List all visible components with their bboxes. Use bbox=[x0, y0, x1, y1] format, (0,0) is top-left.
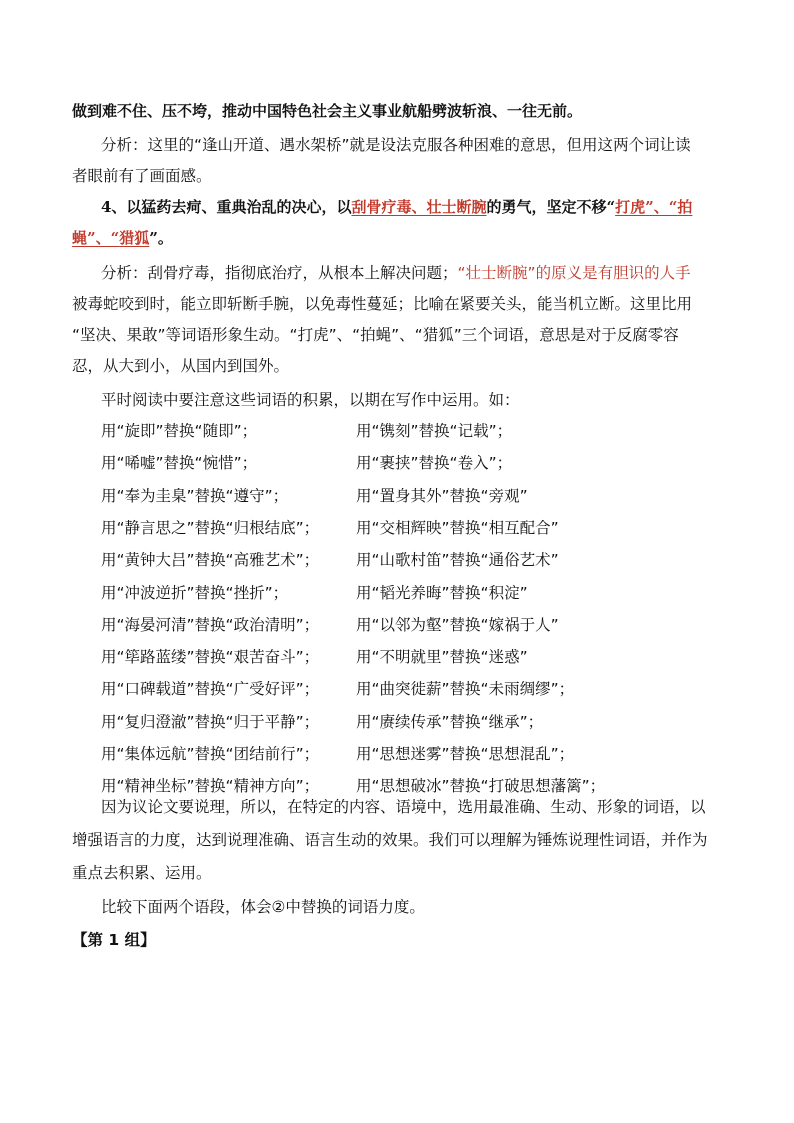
analysis-paragraph bbox=[101, 262, 691, 284]
highlighted-phrase: 蝇 bbox=[72, 229, 88, 247]
text-segment: ”、“ bbox=[645, 198, 678, 216]
replacement-pair-right: 用“裹挟”替换“卷入”； bbox=[356, 454, 513, 472]
example-sentence-cont bbox=[72, 227, 173, 249]
replacement-pair-right: 用“山歌村笛”替换“通俗艺术” bbox=[356, 551, 559, 569]
highlighted-phrase: 猎狐 bbox=[119, 229, 150, 247]
replacement-pair-left: 用“唏嘘”替换“惋惜”； bbox=[101, 454, 258, 472]
replacement-pair-right: 用“思想迷雾”替换“思想混乱”； bbox=[356, 745, 575, 763]
text-segment: ”。 bbox=[149, 229, 173, 247]
replacement-pair-right: 用“置身其外”替换“旁观” bbox=[356, 487, 528, 505]
text-line: 忍，从大到小，从国内到国外。 bbox=[72, 357, 290, 375]
replacement-pair-left: 用“冲波逆折”替换“挫折”； bbox=[101, 584, 289, 602]
text-segment: 分析：刮骨疗毒，指彻底治疗，从根本上解决问题； bbox=[101, 264, 458, 282]
replacement-pair-left: 用“复归澄澈”替换“归于平静”； bbox=[101, 713, 320, 731]
intro-line: 平时阅读中要注意这些词语的积累，以期在写作中运用。如： bbox=[101, 391, 520, 409]
text-segment: ”、“ bbox=[87, 229, 120, 247]
replacement-pair-right: 用“韬光养晦”替换“积淀” bbox=[356, 584, 528, 602]
instruction-line: 比较下面两个语段，体会②中替换的词语力度。 bbox=[101, 898, 425, 916]
example-sentence bbox=[101, 196, 692, 218]
text-segment: 的勇气，坚定不移“ bbox=[486, 198, 616, 216]
text-line: 者眼前有了画面感。 bbox=[72, 167, 212, 185]
replacement-pair-right: 用“镌刻”替换“记载”； bbox=[356, 422, 513, 440]
replacement-pair-right: 用“以邻为壑”替换“嫁祸于人” bbox=[356, 616, 559, 634]
text-segment: 4、以猛药去疴、重典治乱的决心，以 bbox=[101, 198, 352, 216]
replacement-pair-right: 用“思想破冰”替换“打破思想藩篱”； bbox=[356, 777, 606, 795]
text-line: 做到难不住、压不垮，推动中国特色社会主义事业航船劈波斩浪、一往无前。 bbox=[72, 102, 583, 120]
replacement-pair-left: 用“精神坐标”替换“精神方向”； bbox=[101, 777, 320, 795]
replacement-pair-left: 用“海晏河清”替换“政治清明”； bbox=[101, 616, 320, 634]
text-line: “坚决、果敢”等词语形象生动。“打虎”、“拍蝇”、“猎狐”三个词语，意思是对于反腐零容 bbox=[72, 326, 679, 344]
replacement-pair-right: 用“赓续传承”替换“继承”； bbox=[356, 713, 544, 731]
highlighted-phrase: “壮士断腕”的原义是有胆识的人手 bbox=[457, 264, 691, 282]
replacement-pair-left: 用“筚路蓝缕”替换“艰苦奋斗”； bbox=[101, 648, 320, 666]
replacement-pair-left: 用“集体远航”替换“团结前行”； bbox=[101, 745, 320, 763]
replacement-pair-left: 用“黄钟大吕”替换“高雅艺术”； bbox=[101, 551, 320, 569]
replacement-pair-right: 用“交相辉映”替换“相互配合” bbox=[356, 519, 559, 537]
replacement-pair-left: 用“静言思之”替换“归根结底”； bbox=[101, 519, 320, 537]
replacement-pair-left: 用“奉为圭臬”替换“遵守”； bbox=[101, 487, 289, 505]
analysis-paragraph: 分析：这里的“逢山开道、遇水架桥”就是设法克服各种困难的意思，但用这两个词让读 bbox=[101, 136, 691, 154]
group-heading: 【第 1 组】 bbox=[72, 931, 156, 949]
highlighted-phrase: 拍 bbox=[677, 198, 693, 216]
replacement-pair-right: 用“不明就里”替换“迷惑” bbox=[356, 648, 528, 666]
conclusion-paragraph: 因为议论文要说理，所以，在特定的内容、语境中，选用最准确、生动、形象的词语，以 bbox=[101, 798, 706, 816]
text-line: 重点去积累、运用。 bbox=[72, 864, 212, 882]
replacement-pair-left: 用“口碑载道”替换“广受好评”； bbox=[101, 680, 320, 698]
highlighted-phrase: 刮骨疗毒、壮士断腕 bbox=[351, 198, 487, 216]
highlighted-phrase: 打虎 bbox=[615, 198, 646, 216]
replacement-pair-right: 用“曲突徙薪”替换“未雨绸缪”； bbox=[356, 680, 575, 698]
replacement-pair-left: 用“旋即”替换“随即”； bbox=[101, 422, 258, 440]
text-line: 被毒蛇咬到时，能立即斩断手腕，以免毒性蔓延；比喻在紧要关头，能当机立断。这里比用 bbox=[72, 295, 693, 313]
text-line: 增强语言的力度，达到说理准确、语言生动的效果。我们可以理解为锤炼说理性词语，并作为 bbox=[72, 831, 708, 849]
